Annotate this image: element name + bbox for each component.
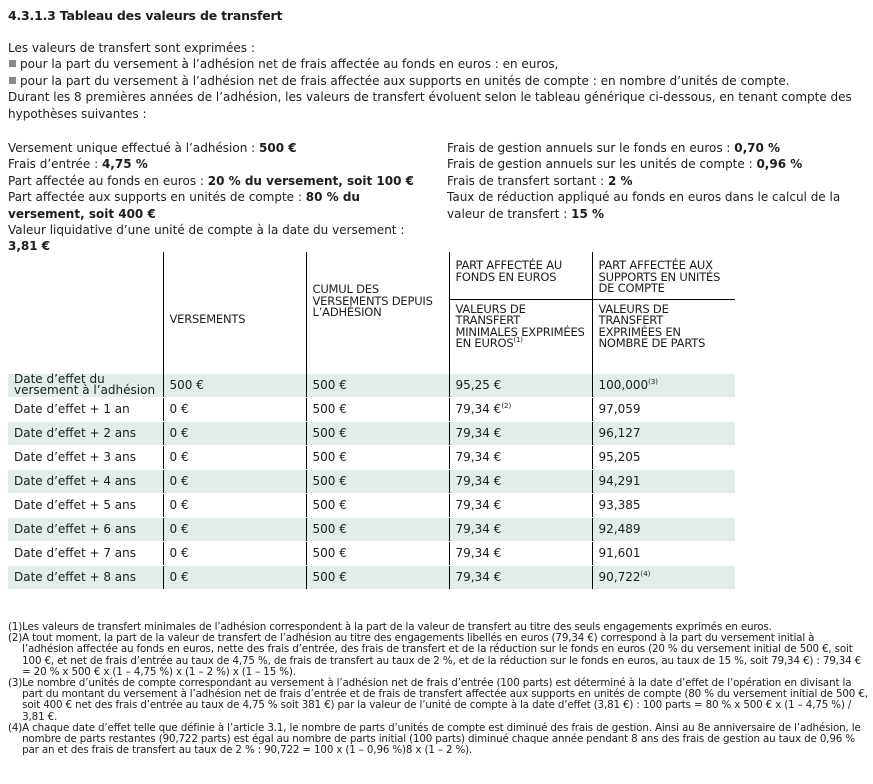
header-sub-uc: VALEURS DE TRANSFERT EXPRIMÉES EN NOMBRE DE PARTS	[592, 299, 735, 374]
footnote: (1) Les valeurs de transfert minimales de l’adhésion correspondent à la part de la valeur de transfert au titre des seuls engagements exprimés en euros.	[8, 621, 772, 633]
row-cumul: 500 €	[306, 517, 449, 541]
hypothesis-item: Versement unique effectué à l’adhésion : 500 €	[8, 141, 297, 155]
row-uc: 92,489	[592, 517, 735, 541]
row-cumul: 500 €	[306, 397, 449, 421]
row-uc: 96,127	[592, 421, 735, 445]
row-date: Date d’effet + 5 ans	[8, 493, 163, 517]
hypothesis-item: Frais de transfert sortant : 2 %	[447, 173, 633, 188]
intro-line: Les valeurs de transfert sont exprimées :	[8, 41, 255, 55]
row-euros: 79,34 €	[449, 445, 592, 469]
row-euros: 79,34 €	[449, 541, 592, 565]
intro-bullet-text: pour la part du versement à l’adhésion net de frais affectée au fonds en euros : en euros,	[20, 57, 559, 72]
row-uc: 91,601	[592, 541, 735, 565]
row-uc: 93,385	[592, 493, 735, 517]
row-versement: 0 €	[163, 469, 306, 493]
row-euros: 79,34 €	[449, 565, 592, 589]
row-cumul: 500 €	[306, 469, 449, 493]
row-date: Date d’effet + 1 an	[8, 397, 163, 421]
row-uc: 95,205	[592, 445, 735, 469]
row-versement: 0 €	[163, 541, 306, 565]
footnote: (3) Le nombre d’unités de compte correspondant au versement à l’adhésion net de frais d’entrée (100 parts) est déterminé à la date d’effet de l’opération en divisant la part du montant du versement à l’adhésion net de frais d’entrée et de frais de transfert affectée aux supports en unités de compte (80 % du versement initial de 500 €, soit 400 € net des frais d’entrée au taux de 4,75 % soit 381 €) par la valeur de l’unité de compte à la date d’effet (3,81 €) : 100 parts = 80 % x 500 € x (1 – 4,75 %) / 3,81 €.	[8, 677, 868, 723]
row-cumul: 500 €	[306, 493, 449, 517]
hypothesis-item: Part affectée au fonds en euros : 20 % du versement, soit 100 €	[8, 173, 414, 188]
header-sub-euros: VALEURS DE TRANSFERT MINIMALES EXPRIMÉES EN EUROS$^{(1)}$	[449, 299, 592, 374]
hypotheses-left	[8, 140, 433, 255]
header-group-euros: PART AFFECTÉE AU FONDS EN EUROS	[449, 252, 592, 299]
row-versement: 0 €	[163, 565, 306, 589]
row-euros: 79,34 €	[449, 469, 592, 493]
row-versement: 0 €	[163, 445, 306, 469]
row-euros: 79,34 €	[449, 493, 592, 517]
footnote: (4) A chaque date d’effet telle que définie à l’article 3.1, le nombre de parts d’unités de compte est diminué des frais de gestion. Ainsi au 8e anniversaire de l’adhésion, le nombre de parts restantes (90,722 parts) est égal au nombre de parts initial (100 parts) diminué chaque année pendant 8 ans des frais de gestion au taux de 0,96 % par an et des frais de transfert au taux de 2 % : 90,722 = 100 x (1 – 0,96 %)8 x (1 – 2 %).	[8, 721, 861, 757]
transfer-values-table	[8, 252, 735, 590]
hypothesis-item: Frais de gestion annuels sur le fonds en euros : 0,70 %	[447, 141, 781, 155]
row-cumul: 500 €	[306, 565, 449, 589]
table-row	[8, 469, 735, 493]
row-cumul: 500 €	[306, 445, 449, 469]
footnote: (2) A tout moment, la part de la valeur de transfert de l’adhésion au titre des engagements libellés en euros (79,34 €) correspond à la part du versement initial à l’adhésion affectée au fonds en euros, nette des frais d’entrée, des frais de transfert et de la réduction sur le fonds en euros (20 % du versement initial de 500 €, soit 100 €, et net de frais d’entrée au taux de 4,75 %, de frais de transfert au taux de 2 %, et de la réduction sur le fonds en euros, au taux de 15 %, soit 79,34 €) : 79,34 € = 20 % x 500 € x (1 – 4,75 %) x (1 – 2 %) x (1 – 15 %).	[8, 632, 862, 678]
header-versements: VERSEMENTS	[163, 252, 306, 374]
intro-bullet	[8, 56, 868, 72]
table-row	[8, 541, 735, 565]
row-date: Date d’effet + 2 ans	[8, 421, 163, 445]
row-versement: 0 €	[163, 397, 306, 421]
square-bullet-icon	[9, 77, 16, 84]
row-date: Date d’effet + 8 ans	[8, 565, 163, 589]
row-uc: 100,000$^{(3)}$	[592, 374, 735, 398]
hypothesis-item: Frais de gestion annuels sur les unités de compte : 0,96 %	[447, 157, 803, 172]
row-euros: 79,34 €	[449, 517, 592, 541]
intro-bullet	[8, 73, 868, 89]
row-euros: 95,25 €	[449, 374, 592, 398]
hypothesis-item: Taux de réduction appliqué au fonds en euros dans le calcul de la valeur de transfert : 15 %	[447, 190, 841, 221]
row-euros: 79,34 €	[449, 421, 592, 445]
row-cumul: 500 €	[306, 541, 449, 565]
row-versement: 500 €	[163, 374, 306, 398]
row-versement: 0 €	[163, 421, 306, 445]
row-date: Date d’effet du versement à l’adhésion	[8, 374, 163, 398]
row-cumul: 500 €	[306, 421, 449, 445]
row-uc: 94,291	[592, 469, 735, 493]
row-versement: 0 €	[163, 493, 306, 517]
intro-line: Durant les 8 premières années de l’adhésion, les valeurs de transfert évoluent selon le tableau générique ci-dessous, en tenant compte des hypothèses suivantes :	[8, 90, 852, 121]
table-row	[8, 374, 735, 398]
row-date: Date d’effet + 3 ans	[8, 445, 163, 469]
row-uc: 90,722$^{(4)}$	[592, 565, 735, 589]
header-cumul: CUMUL DES VERSEMENTS DEPUIS L’ADHÉSION	[306, 252, 449, 374]
row-versement: 0 €	[163, 517, 306, 541]
hypothesis-item: Frais d’entrée : 4,75 %	[8, 157, 148, 172]
row-cumul: 500 €	[306, 374, 449, 398]
hypothesis-item: Part affectée aux supports en unités de compte : 80 % du versement, soit 400 €	[8, 190, 360, 221]
row-date: Date d’effet + 7 ans	[8, 541, 163, 565]
row-uc: 97,059	[592, 397, 735, 421]
section-title: 4.3.1.3 Tableau des valeurs de transfert	[8, 8, 283, 23]
table-row	[8, 445, 735, 469]
square-bullet-icon	[9, 60, 16, 67]
header-group-uc: PART AFFECTÉE AUX SUPPORTS EN UNITÉS DE COMPTE	[592, 252, 735, 299]
row-date: Date d’effet + 4 ans	[8, 469, 163, 493]
table-row	[8, 565, 735, 589]
intro-bullet-text: pour la part du versement à l’adhésion net de frais affectée aux supports en unités de compte : en nombre d’unités de compte.	[20, 73, 790, 88]
footnotes	[8, 622, 868, 756]
header-empty-cell	[8, 252, 163, 374]
row-euros: 79,34 €$^{(2)}$	[449, 397, 592, 421]
table-row	[8, 421, 735, 445]
table-row	[8, 493, 735, 517]
hypothesis-item: Valeur liquidative d’une unité de compte à la date du versement : 3,81 €	[8, 223, 405, 254]
intro-block	[8, 40, 868, 122]
hypotheses-right	[447, 140, 869, 222]
table-row	[8, 517, 735, 541]
table-row	[8, 397, 735, 421]
row-date: Date d’effet + 6 ans	[8, 517, 163, 541]
